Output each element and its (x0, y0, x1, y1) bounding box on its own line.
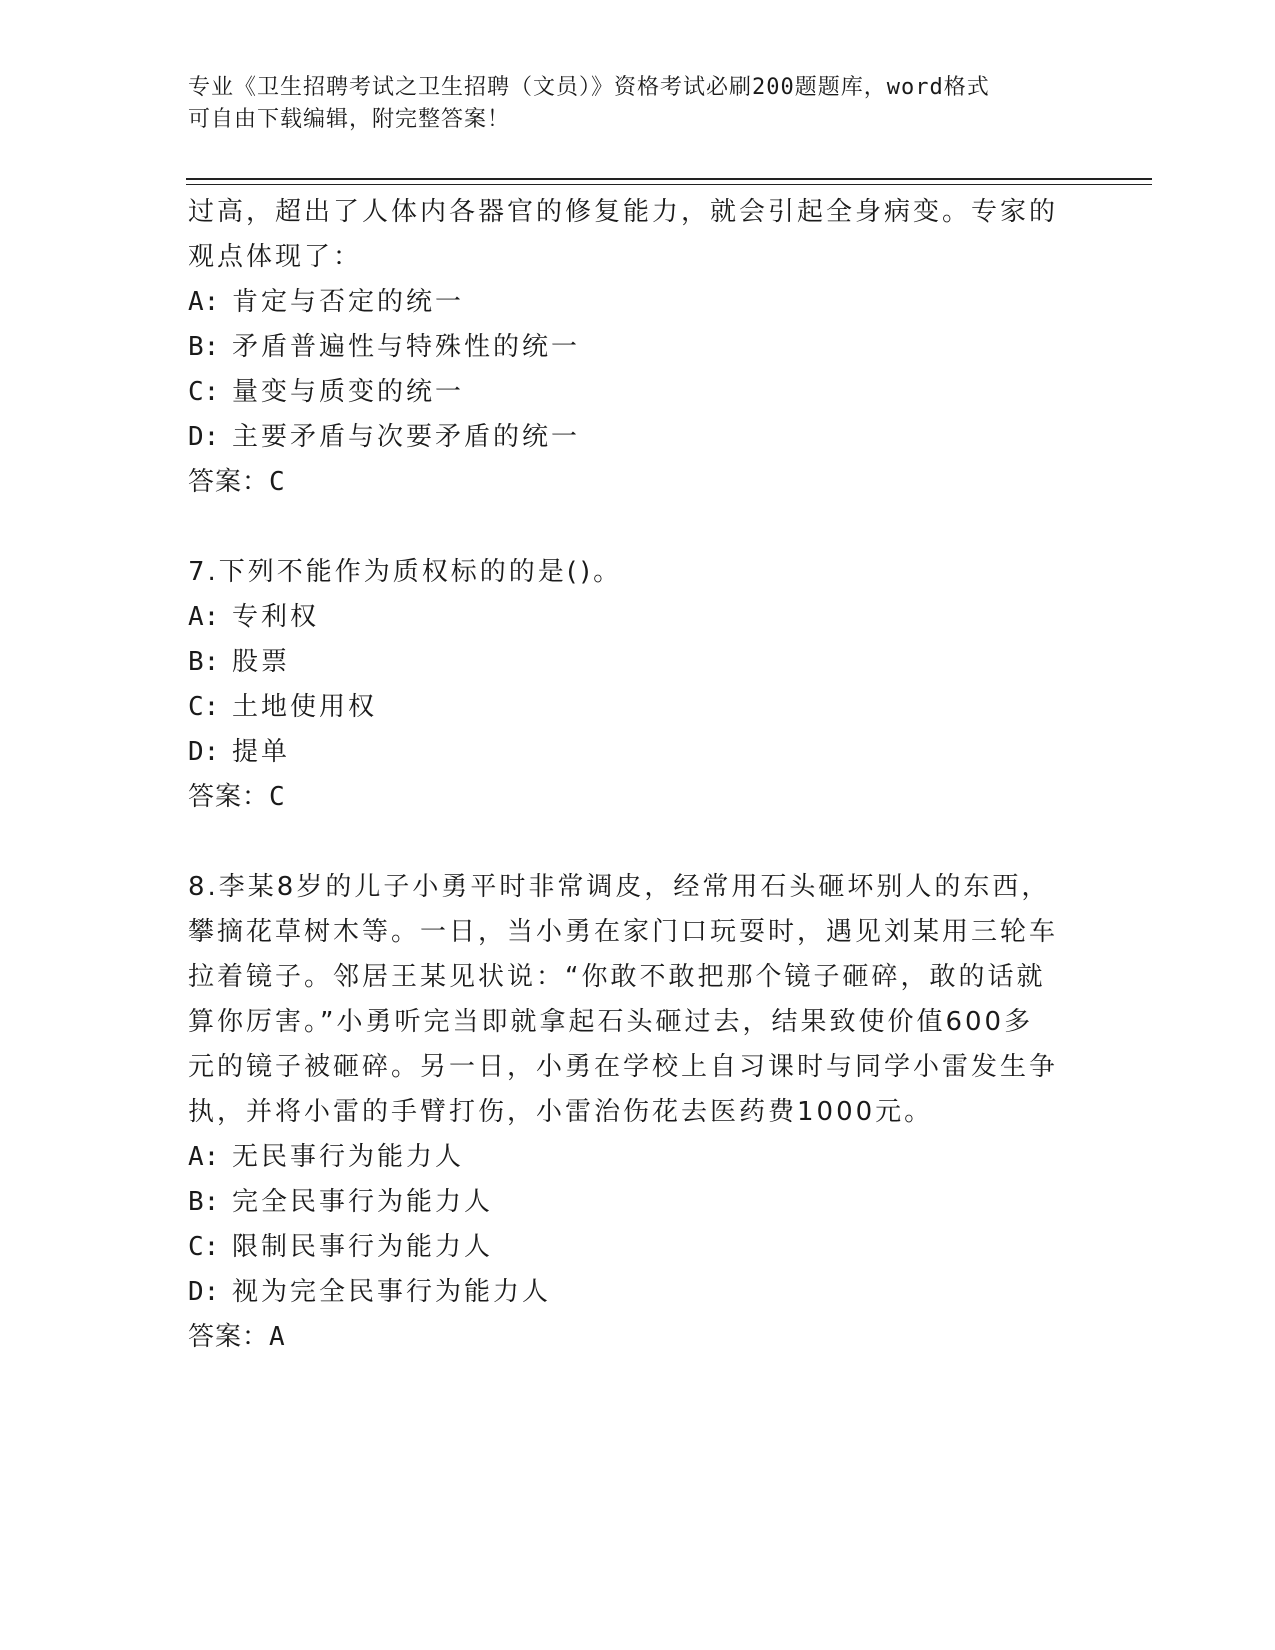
question-stem-line: 7.下列不能作为质权标的的是()。 (188, 557, 623, 587)
spacer (188, 820, 1068, 865)
question-stem-line: 算你厉害。”小勇听完当即就拿起石头砸过去，结果致使价值600多 (188, 1007, 1034, 1037)
answer-line (188, 1315, 1068, 1360)
header-line-1: 专业《卫生招聘考试之卫生招聘（文员）》资格考试必刷200题题库，word格式 (188, 75, 990, 100)
option-a (188, 280, 1068, 325)
question-stem-line: 观点体现了： (188, 242, 363, 272)
answer-value: A (269, 1322, 286, 1352)
option-text: 无民事行为能力人 (232, 1142, 465, 1172)
option-key: C: (188, 377, 220, 407)
header-rule-thin (186, 184, 1152, 185)
question-8 (188, 865, 1068, 1360)
option-a (188, 595, 1068, 640)
answer-label: 答案： (188, 782, 270, 812)
option-key: C: (188, 692, 220, 722)
answer-value: C (269, 467, 286, 497)
option-key: D: (188, 1277, 220, 1307)
option-text: 量变与质变的统一 (232, 377, 465, 407)
answer-value: C (269, 782, 286, 812)
option-b (188, 1180, 1068, 1225)
document-header (188, 72, 1088, 136)
option-key: B: (188, 647, 220, 677)
question-6 (188, 190, 1068, 505)
option-c (188, 370, 1068, 415)
option-text: 限制民事行为能力人 (232, 1232, 494, 1262)
option-text: 提单 (232, 737, 291, 767)
option-text: 肯定与否定的统一 (232, 287, 465, 317)
option-d (188, 730, 1068, 775)
option-text: 主要矛盾与次要矛盾的统一 (232, 422, 581, 452)
spacer (188, 505, 1068, 550)
question-list (188, 190, 1068, 1360)
answer-line (188, 775, 1068, 820)
answer-label: 答案： (188, 1322, 270, 1352)
option-text: 矛盾普遍性与特殊性的统一 (232, 332, 581, 362)
option-key: D: (188, 422, 220, 452)
option-key: D: (188, 737, 220, 767)
option-b (188, 640, 1068, 685)
question-7 (188, 550, 1068, 820)
header-line-2: 可自由下载编辑，附完整答案！ (188, 107, 511, 132)
option-text: 视为完全民事行为能力人 (232, 1277, 552, 1307)
option-key: B: (188, 1187, 220, 1217)
option-d (188, 415, 1068, 460)
answer-line (188, 460, 1068, 505)
option-text: 专利权 (232, 602, 320, 632)
question-stem-line: 元的镜子被砸碎。另一日，小勇在学校上自习课时与同学小雷发生争 (188, 1052, 1059, 1082)
question-stem-line: 过高，超出了人体内各器官的修复能力，就会引起全身病变。专家的 (188, 197, 1059, 227)
answer-label: 答案： (188, 467, 270, 497)
option-b (188, 325, 1068, 370)
option-key: A: (188, 602, 220, 632)
option-text: 土地使用权 (232, 692, 378, 722)
question-stem-line: 拉着镜子。邻居王某见状说：“你敢不敢把那个镜子砸碎，敢的话就 (188, 962, 1046, 992)
option-c (188, 685, 1068, 730)
header-rule-thick (186, 178, 1152, 180)
option-key: A: (188, 1142, 220, 1172)
option-text: 股票 (232, 647, 291, 677)
option-key: A: (188, 287, 220, 317)
option-d (188, 1270, 1068, 1315)
option-key: C: (188, 1232, 220, 1262)
option-key: B: (188, 332, 220, 362)
option-text: 完全民事行为能力人 (232, 1187, 494, 1217)
option-c (188, 1225, 1068, 1270)
question-stem-line: 执，并将小雷的手臂打伤，小雷治伤花去医药费1000元。 (188, 1097, 934, 1127)
question-stem-line: 8.李某8岁的儿子小勇平时非常调皮，经常用石头砸坏别人的东西， (188, 872, 1051, 902)
question-stem-line: 攀摘花草树木等。一日，当小勇在家门口玩耍时，遇见刘某用三轮车 (188, 917, 1059, 947)
option-a (188, 1135, 1068, 1180)
